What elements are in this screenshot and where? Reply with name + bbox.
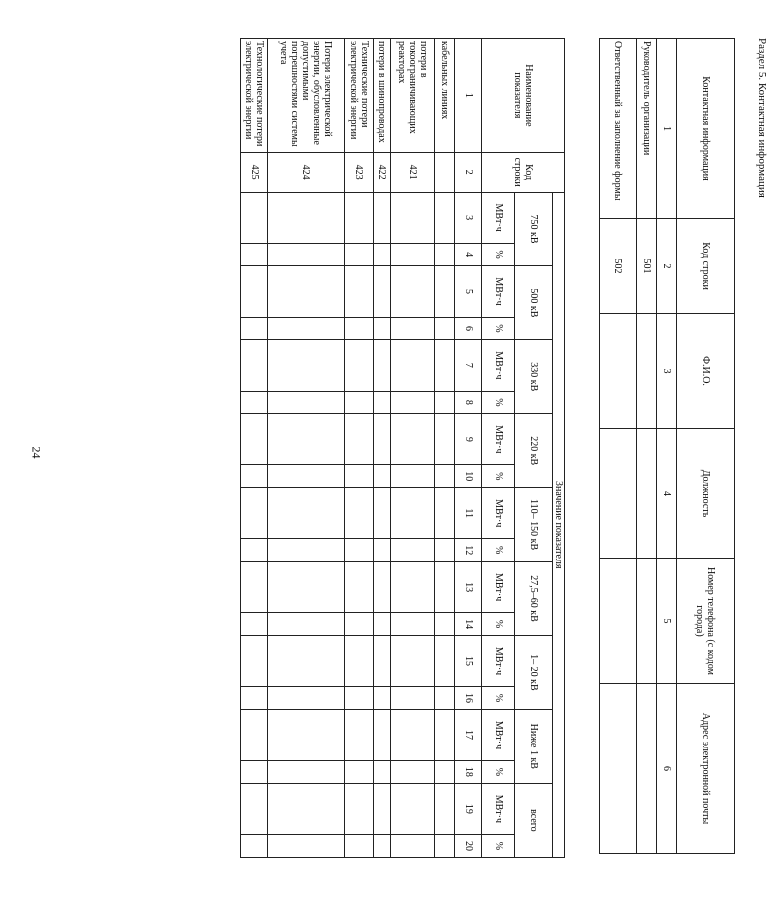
header-name: Наименование показателя — [482, 39, 565, 153]
table-row — [391, 39, 434, 858]
group-330: 330 кВ — [515, 340, 552, 414]
unit-cell: % — [482, 613, 515, 636]
losses-table — [240, 38, 565, 858]
header-value-group: Значение показателя — [552, 192, 564, 857]
row-code: 422 — [373, 152, 391, 192]
group-750: 750 кВ — [515, 192, 552, 266]
unit-cell: % — [482, 317, 515, 340]
row-code: 421 — [391, 152, 434, 192]
table-row — [373, 39, 391, 858]
column-number: 1 — [455, 39, 482, 153]
contact-row-label: Ответственный за заполнение формы — [600, 39, 637, 219]
row-code: 425 — [241, 152, 268, 192]
column-number: 12 — [455, 539, 482, 562]
row-name: потери в токоограничивающих реакторах — [391, 39, 434, 153]
column-number: 4 — [455, 243, 482, 266]
column-number: 2 — [455, 152, 482, 192]
unit-cell: % — [482, 834, 515, 857]
column-number: 20 — [455, 834, 482, 857]
table-row — [434, 39, 455, 858]
column-number: 1 — [657, 39, 677, 219]
column-number: 10 — [455, 465, 482, 488]
column-number: 14 — [455, 613, 482, 636]
column-number: 7 — [455, 340, 482, 391]
contact-row-code: 501 — [637, 219, 657, 314]
group-110-150: 110– 150 кВ — [515, 488, 552, 562]
contact-row-code: 502 — [600, 219, 637, 314]
unit-cell: % — [482, 539, 515, 562]
unit-cell: % — [482, 243, 515, 266]
unit-cell: % — [482, 761, 515, 784]
row-name: кабельных линиях — [434, 39, 455, 153]
table-row — [344, 39, 373, 858]
row-code: 423 — [344, 152, 373, 192]
group-220: 220 кВ — [515, 414, 552, 488]
header-code: Код строки — [482, 152, 565, 192]
column-number: 15 — [455, 635, 482, 686]
unit-cell: МВт·ч — [482, 783, 515, 834]
column-number: 4 — [657, 429, 677, 559]
column-number: 16 — [455, 687, 482, 710]
unit-cell: % — [482, 687, 515, 710]
table-row — [637, 39, 657, 854]
column-number: 2 — [657, 219, 677, 314]
contact-table — [599, 38, 735, 854]
unit-cell: МВт·ч — [482, 266, 515, 317]
column-number: 8 — [455, 391, 482, 414]
table-row — [241, 39, 268, 858]
contact-row-label: Руководитель организации — [637, 39, 657, 219]
column-number: 3 — [657, 314, 677, 429]
unit-cell: МВт·ч — [482, 488, 515, 539]
contact-header-email: Адрес электронной почты — [677, 684, 735, 854]
row-name: Технологические потери электрической энергии — [241, 39, 268, 153]
row-name: Технические потери электрической энергии — [344, 39, 373, 153]
contact-header-info: Контактная информация — [677, 39, 735, 219]
column-number: 5 — [455, 266, 482, 317]
unit-cell: МВт·ч — [482, 340, 515, 391]
section-title: Раздел 5. Контактная информация — [756, 38, 768, 198]
row-code: 424 — [268, 152, 345, 192]
row-name: потери в шинопроводах — [373, 39, 391, 153]
column-number: 19 — [455, 783, 482, 834]
contact-header-position: Должность — [677, 429, 735, 559]
column-number: 17 — [455, 709, 482, 760]
unit-cell: МВт·ч — [482, 562, 515, 613]
group-total: всего — [515, 783, 552, 857]
column-number: 11 — [455, 488, 482, 539]
contact-header-phone: Номер телефона (с кодом города) — [677, 559, 735, 684]
column-number: 9 — [455, 414, 482, 465]
column-number: 13 — [455, 562, 482, 613]
unit-cell: МВт·ч — [482, 414, 515, 465]
unit-cell: % — [482, 465, 515, 488]
unit-cell: МВт·ч — [482, 709, 515, 760]
contact-section-rotated — [600, 38, 775, 853]
row-name: Потери электрической энергии, обусловленные допустимыми погрешностями системы учета — [268, 39, 345, 153]
column-number: 3 — [455, 192, 482, 243]
unit-cell: % — [482, 391, 515, 414]
contact-header-code: Код строки — [677, 219, 735, 314]
row-code — [434, 152, 455, 192]
table-row — [600, 39, 637, 854]
unit-cell: МВт·ч — [482, 192, 515, 243]
group-1-20: 1– 20 кВ — [515, 635, 552, 709]
page-number: 24 — [29, 446, 44, 459]
contact-header-fio: Ф.И.О. — [677, 314, 735, 429]
column-number: 6 — [455, 317, 482, 340]
unit-cell: МВт·ч — [482, 635, 515, 686]
column-number: 18 — [455, 761, 482, 784]
table-row — [268, 39, 345, 858]
group-27-60: 27,5–60 кВ — [515, 562, 552, 636]
group-500: 500 кВ — [515, 266, 552, 340]
main-table-rotated — [240, 38, 565, 858]
column-number: 5 — [657, 559, 677, 684]
group-below-1: Ниже 1 кВ — [515, 709, 552, 783]
column-number: 6 — [657, 684, 677, 854]
